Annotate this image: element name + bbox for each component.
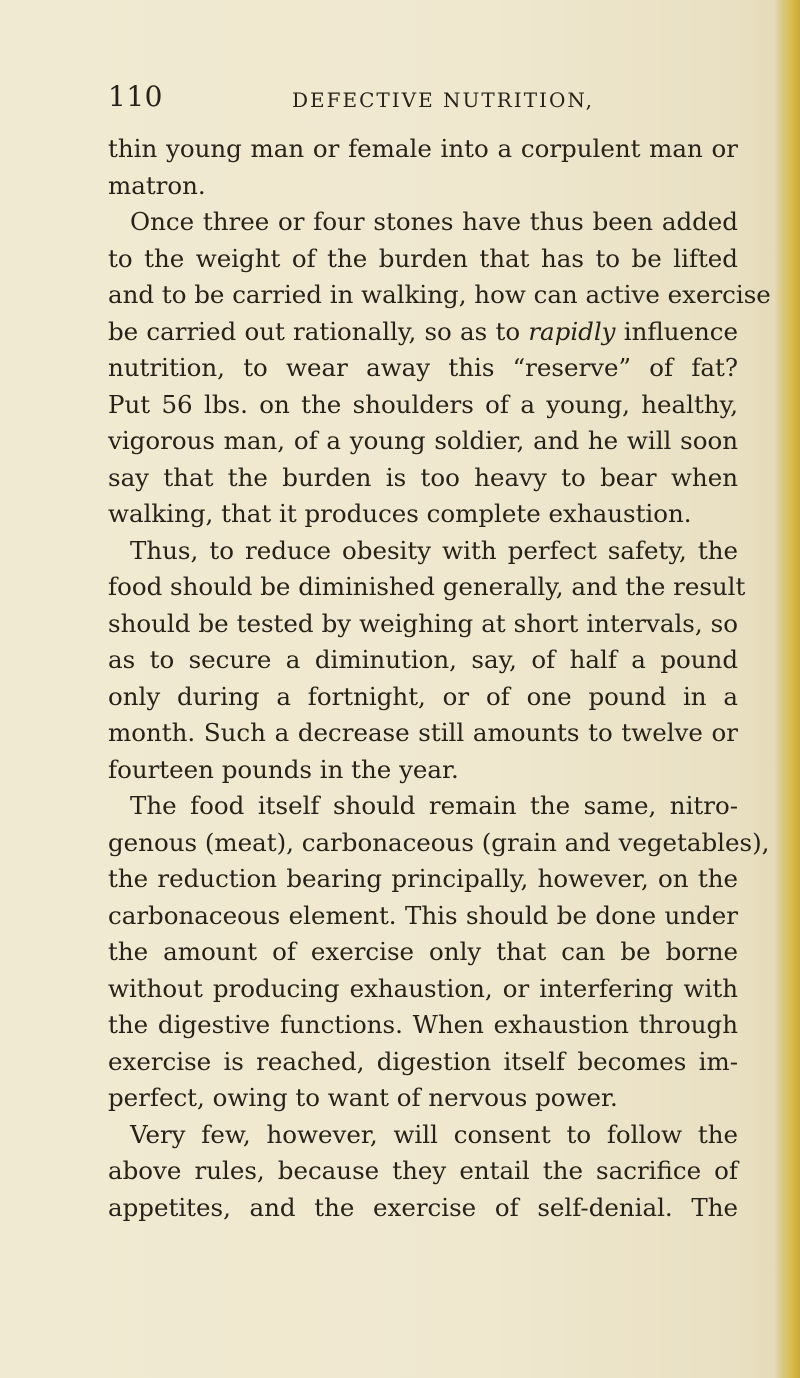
text-line: Put 56 lbs. on the shoulders of a young, healthy, bbox=[108, 389, 738, 419]
text-line: the reduction bearing principally, however, on the bbox=[108, 864, 738, 893]
text-line: The food itself should remain the same, nitro- bbox=[130, 791, 738, 820]
text-line: genous (meat), carbonaceous (grain and vegetables), bbox=[108, 827, 770, 857]
text-line: appetites, and the exercise of self-denial. The bbox=[108, 1192, 738, 1222]
page-number: 110 bbox=[108, 80, 163, 113]
text-line: vigorous man, of a young soldier, and he will soon bbox=[108, 426, 738, 455]
emphasis-rapidly: rapidly bbox=[528, 316, 616, 346]
text-line: carbonaceous element. This should be done under bbox=[108, 900, 738, 930]
text-line: Very few, however, will consent to follow the bbox=[130, 1119, 738, 1149]
text-line: matron. bbox=[108, 170, 206, 200]
text-line: and to be carried in walking, how can active exercise bbox=[108, 280, 771, 309]
text-line: Once three or four stones have thus been added bbox=[130, 207, 738, 236]
text-line: month. Such a decrease still amounts to twelve or bbox=[108, 718, 738, 747]
text-line: only during a fortnight, or of one pound in a bbox=[108, 681, 738, 711]
running-head: DEFECTIVE NUTRITION, bbox=[292, 88, 594, 112]
text-line: should be tested by weighing at short intervals, so bbox=[108, 608, 738, 638]
text-line: the amount of exercise only that can be borne bbox=[108, 937, 738, 966]
text-line: perfect, owing to want of nervous power. bbox=[108, 1083, 618, 1112]
text-line: without producing exhaustion, or interfering with bbox=[108, 973, 738, 1003]
text-line: fourteen pounds in the year. bbox=[108, 754, 459, 784]
text-line: to the weight of the burden that has to be lifted bbox=[108, 243, 738, 273]
body-text bbox=[108, 131, 771, 1226]
page-edge bbox=[774, 0, 800, 1378]
text-line: as to secure a diminution, say, of half a pound bbox=[108, 645, 738, 674]
text-line: the digestive functions. When exhaustion through bbox=[108, 1010, 738, 1039]
page-header bbox=[108, 80, 748, 120]
text-line: say that the burden is too heavy to bear when bbox=[108, 462, 738, 492]
text-line: nutrition, to wear away this “reserve” of fat? bbox=[108, 353, 738, 382]
text-line: exercise is reached, digestion itself becomes im- bbox=[108, 1046, 738, 1076]
text-line: thin young man or female into a corpulent man or bbox=[108, 134, 738, 163]
text-line: above rules, because they entail the sacrifice of bbox=[108, 1156, 738, 1185]
text-line: walking, that it produces complete exhaustion. bbox=[108, 499, 692, 528]
text-line: food should be diminished generally, and the result bbox=[108, 572, 746, 601]
text-line: Thus, to reduce obesity with perfect safety, the bbox=[130, 535, 738, 565]
text-line: be carried out rationally, so as to rapidly influence bbox=[108, 316, 738, 346]
